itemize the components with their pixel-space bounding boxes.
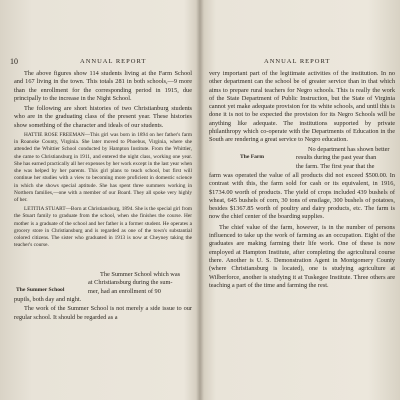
summer-line-rest: pupils, both day and night. (14, 296, 82, 303)
right-page (200, 0, 400, 400)
summer-line: mer, had an enrollment of 90 (88, 287, 161, 295)
farm-line: results during the past year than (296, 154, 377, 162)
intro-paragraph: The following are short histories of two Christianburg students who are in the graduating class of the present year. These histories show something of the character and ideals of our students. (14, 105, 192, 129)
section-heading-summer-school: The Summer School (16, 287, 65, 293)
closing-paragraph: The work of the Summer School is not merely a side issue to our regular school. It should be regarded as a (14, 305, 192, 321)
farm-lines (296, 146, 395, 171)
page-number: 10 (10, 57, 18, 66)
summer-line: at Christiansburg during the sum- (88, 279, 173, 287)
running-header: ANNUAL REPORT (80, 58, 147, 65)
chief-value-paragraph: The chief value of the farm, however, is in the number of persons influenced to take up the work of farming as an occupation. Eight of the graduates are making farming their life work. One of these is now employed at Hampton Institute, after completing the agricultural course there. Another is U. S. Demonstration Agent in Montgomery County (where Christiansburg is located), one is studying agriculture at Wilberforce, another is studying it at Tuskegee Institute. Three others are teaching a part of the time and farming the rest. (209, 223, 395, 289)
section-heading-farm: The Farm (240, 154, 265, 160)
top-paragraph: very important part of the legitimate activities of the institution. In no other department can the school be of greater service than in that which aims to prepare rural teachers for Negro schools. This is really the work of the State Department of Public Instruction, but the State of Virginia cannot yet make adequate provision for its white schools, and until this is done it is not to be expected the provision for its Negro Schools will be anything like adequate. The institutions supported by private philanthropy which co-operate with the Departments of Education in the South are rendering a great service to Negro education. (209, 70, 395, 144)
farm-paragraph: farm was operated the value of all products did not exceed $500.00. In contrast with this, the farm sold for cash or its equivalent, in 1916, $1734.00 worth of products. The yield of crops included 439 bushels of wheat, 645 bushels of corn, 30 tons of ensilage, 300 bushels of potatoes, besides $1367.85 worth of poultry and dairy products, etc. The farm is now the chief center of the boarding supplies. (209, 172, 395, 221)
farm-line: No department has shown better (308, 146, 390, 153)
running-header: ANNUAL REPORT (264, 58, 331, 65)
summer-school-lines (88, 271, 192, 296)
left-closing (14, 296, 192, 324)
farm-line: the farm. The first year that the (296, 162, 375, 170)
intro-paragraph: The above figures show 114 students living at the Farm School and 167 living in the town. This totals 281 in both schools,—9 more than the enrollment for the corresponding period in 1915, due principally to the increase in the Night School. (14, 70, 192, 102)
right-body (209, 172, 395, 292)
student-history: LETITIA STUART—Born at Christiansburg, 1894. She is the special girl from the Stuart family to graduate from the school, when she finishes the course. Her mother is a graduate of the school and her father is a former student. He operates a grocery store in Christiansburg and is regarded as one of the town's substantial colored citizens. The sister who graduated in 1913 is now at Cheyney taking the teacher's course. (14, 206, 192, 249)
student-history: HATTIE ROSE FREEMAN—This girl was born in 1894 on her father's farm in Roanoke County, Virginia. She later moved to Phoebus, Virginia, where she attended the Whittier School conducted by Hampton Institute. From the Whittier, she came to Christiansburg in 1911, and entered the night class, working one year. She has earned practically all her expenses by her work except in the last year when she was helped by her parents. This girl plans to teach school, but first will continue her studies with a view to becoming more proficient in domestic science in which she shows special aptitude. She has spent three summers working in Northern families,—one with a member of our Board. They all spoke very highly of her. (14, 132, 192, 203)
right-top (209, 70, 395, 147)
left-body (14, 70, 192, 251)
summer-line: The Summer School which was (100, 271, 181, 278)
